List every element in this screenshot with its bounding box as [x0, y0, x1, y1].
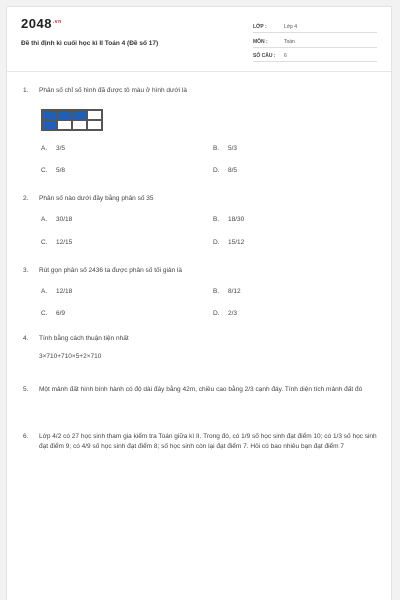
meta-divider [253, 32, 377, 33]
logo-text: 2048 [21, 16, 52, 31]
question-number: 3. [23, 267, 29, 274]
meta-value: Toán [284, 39, 295, 45]
option-label: A. [41, 145, 48, 152]
option-label: C. [41, 310, 48, 317]
question-text: Rút gọn phân số 2436 ta được phân số tối giản là [39, 267, 183, 274]
grid-cell-empty [72, 120, 87, 130]
meta-divider [253, 61, 377, 62]
option-label: D. [213, 310, 220, 317]
grid-cell-empty [87, 110, 102, 120]
question-number: 6. [23, 433, 29, 440]
meta-value: Lớp 4 [284, 24, 298, 30]
meta-label: SỐ CÂU : [253, 53, 276, 59]
exam-page [6, 6, 392, 600]
grid-cell-filled [57, 110, 72, 120]
question-number: 1. [23, 87, 29, 94]
question-text: Lớp 4/2 có 27 học sinh tham gia kiểm tra Toán giữa kì II. Trong đó, có 1/9 số học sinh đạt điểm 10; có 1/3 số học sinh đạt điểm 9; có 4/9 số học sinh đạt điểm 8; số học sinh còn lại đạt điểm 7. Hỏi có bao nhiêu bạn đạt điểm 7 [39, 433, 377, 450]
question-text: Phân số nào dưới đây bằng phân số 35 [39, 195, 154, 202]
site-logo[interactable] [21, 16, 62, 31]
option-value: 18/30 [228, 216, 245, 223]
question-number: 4. [23, 335, 29, 342]
question-text: Phân số chỉ số hình đã được tô màu ở hình dưới là [39, 87, 187, 94]
option-label: B. [213, 288, 220, 295]
option-value: 5/3 [228, 145, 238, 152]
question-expression: 3×710+710×5+2×710 [39, 353, 102, 360]
option-label: B. [213, 216, 220, 223]
option-label: D. [213, 239, 220, 246]
option-value: 3/5 [56, 145, 66, 152]
option-value: 8/5 [228, 167, 238, 174]
option-label: D. [213, 167, 220, 174]
option-label: A. [41, 216, 48, 223]
option-label: C. [41, 167, 48, 174]
meta-label: LỚP : [253, 24, 267, 30]
meta-label: MÔN : [253, 39, 268, 45]
option-value: 8/12 [228, 288, 241, 295]
grid-cell-empty [87, 120, 102, 130]
question-text: Một mảnh đất hình bình hành có độ dài đáy bằng 42m, chiều cao bằng 2/3 cạnh đáy. Tính diện tích mảnh đất đó [39, 386, 363, 393]
grid-cell-filled [72, 110, 87, 120]
logo-suffix: .vn [52, 18, 62, 25]
option-value: 2/3 [228, 310, 238, 317]
option-value: 30/18 [56, 216, 73, 223]
option-value: 5/8 [56, 167, 66, 174]
option-value: 6/9 [56, 310, 66, 317]
grid-cell-filled [42, 120, 57, 130]
exam-title: Đề thi định kì cuối học kì II Toán 4 (Đề số 17) [21, 40, 159, 47]
option-label: C. [41, 239, 48, 246]
exam-header [7, 7, 391, 72]
meta-divider [253, 47, 377, 48]
option-label: A. [41, 288, 48, 295]
option-value: 12/15 [56, 239, 73, 246]
question-number: 5. [23, 386, 29, 393]
meta-value: 6 [284, 53, 287, 59]
question-number: 2. [23, 195, 29, 202]
option-value: 12/18 [56, 288, 73, 295]
grid-cell-filled [42, 110, 57, 120]
option-value: 15/12 [228, 239, 245, 246]
grid-cell-empty [57, 120, 72, 130]
fraction-figure [41, 109, 103, 131]
question-text: Tính bằng cách thuận tiện nhất [39, 335, 129, 342]
option-label: B. [213, 145, 220, 152]
